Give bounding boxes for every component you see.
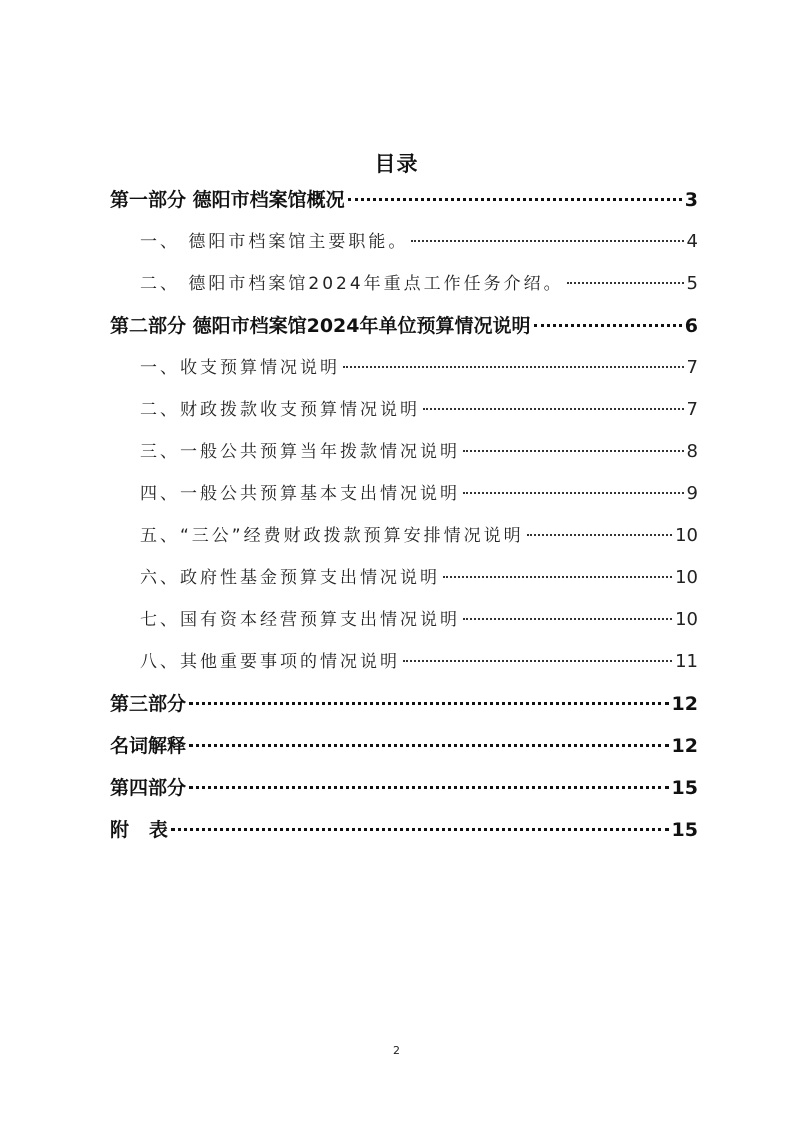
- toc-entry-page: 12: [671, 693, 698, 715]
- toc-entry-1-2[interactable]: [140, 270, 698, 298]
- toc-entry-page: 10: [675, 609, 698, 630]
- toc-entry-label: 二、 德阳市档案馆2024年重点工作任务介绍。: [140, 274, 564, 294]
- toc-entry-2-1[interactable]: [140, 354, 698, 382]
- toc-entry-page: 10: [675, 525, 698, 546]
- dot-leader: [443, 576, 672, 578]
- toc-entry-1-1[interactable]: [140, 228, 698, 256]
- toc-entry-2-8[interactable]: [140, 648, 698, 676]
- dot-leader: [189, 744, 669, 747]
- page-number: 2: [393, 1044, 400, 1057]
- toc-entry-2-3[interactable]: [140, 438, 698, 466]
- toc-entry-appendix[interactable]: [110, 816, 698, 844]
- toc-entry-label: 第四部分: [110, 777, 187, 799]
- dot-leader: [171, 828, 669, 831]
- toc-entry-page: 12: [671, 735, 698, 757]
- toc-entry-page: 7: [686, 399, 698, 420]
- dot-leader: [463, 492, 684, 494]
- toc-entry-label: 一、收支预算情况说明: [140, 358, 340, 378]
- toc-entry-label: 一、 德阳市档案馆主要职能。: [140, 232, 409, 252]
- toc-entry-label: 八、其他重要事项的情况说明: [140, 652, 400, 672]
- dot-leader: [463, 450, 684, 452]
- toc-entry-label: 名词解释: [110, 735, 187, 757]
- toc-entry-label: 六、政府性基金预算支出情况说明: [140, 568, 440, 588]
- dot-leader: [189, 786, 669, 789]
- toc-entry-label: 三、一般公共预算当年拨款情况说明: [140, 442, 460, 462]
- toc-entry-page: 10: [675, 567, 698, 588]
- dot-leader: [527, 534, 672, 536]
- toc-entry-page: 3: [684, 189, 698, 211]
- toc-entry-page: 5: [686, 273, 698, 294]
- toc-entry-page: 15: [671, 777, 698, 799]
- toc-entry-page: 15: [671, 819, 698, 841]
- toc-entry-label: 附 表: [110, 819, 168, 841]
- toc-entry-page: 7: [686, 357, 698, 378]
- toc-entry-part-2[interactable]: [110, 312, 698, 340]
- toc-entry-2-6[interactable]: [140, 564, 698, 592]
- toc-entry-page: 4: [686, 231, 698, 252]
- dot-leader: [463, 618, 672, 620]
- dot-leader: [189, 702, 669, 705]
- toc-entry-part-4[interactable]: [110, 774, 698, 802]
- dot-leader: [423, 408, 684, 410]
- toc-entry-2-4[interactable]: [140, 480, 698, 508]
- dot-leader: [343, 366, 684, 368]
- dot-leader: [411, 240, 683, 242]
- toc-entry-label: 第一部分 德阳市档案馆概况: [110, 189, 345, 211]
- toc-entry-label: 第三部分: [110, 693, 187, 715]
- toc-entry-page: 6: [684, 315, 698, 337]
- dot-leader: [567, 282, 684, 284]
- dot-leader: [403, 660, 672, 662]
- toc-entry-page: 8: [686, 441, 698, 462]
- toc-entry-part-1[interactable]: [110, 186, 698, 214]
- toc-entry-label: 二、财政拨款收支预算情况说明: [140, 400, 420, 420]
- toc-entry-label: 七、国有资本经营预算支出情况说明: [140, 610, 460, 630]
- dot-leader: [534, 324, 682, 327]
- toc-title: 目录: [374, 152, 419, 176]
- toc-entry-page: 11: [675, 651, 698, 672]
- toc-entry-2-7[interactable]: [140, 606, 698, 634]
- toc-entry-label: 五、“三公”经费财政拨款预算安排情况说明: [140, 526, 524, 546]
- toc-entry-2-5[interactable]: [140, 522, 698, 550]
- toc-entry-label: 第二部分 德阳市档案馆2024年单位预算情况说明: [110, 315, 531, 337]
- toc-entry-part-3[interactable]: [110, 690, 698, 718]
- toc-entry-2-2[interactable]: [140, 396, 698, 424]
- toc-entry-glossary[interactable]: [110, 732, 698, 760]
- toc-entry-label: 四、一般公共预算基本支出情况说明: [140, 484, 460, 504]
- toc-entry-page: 9: [686, 483, 698, 504]
- dot-leader: [348, 198, 682, 201]
